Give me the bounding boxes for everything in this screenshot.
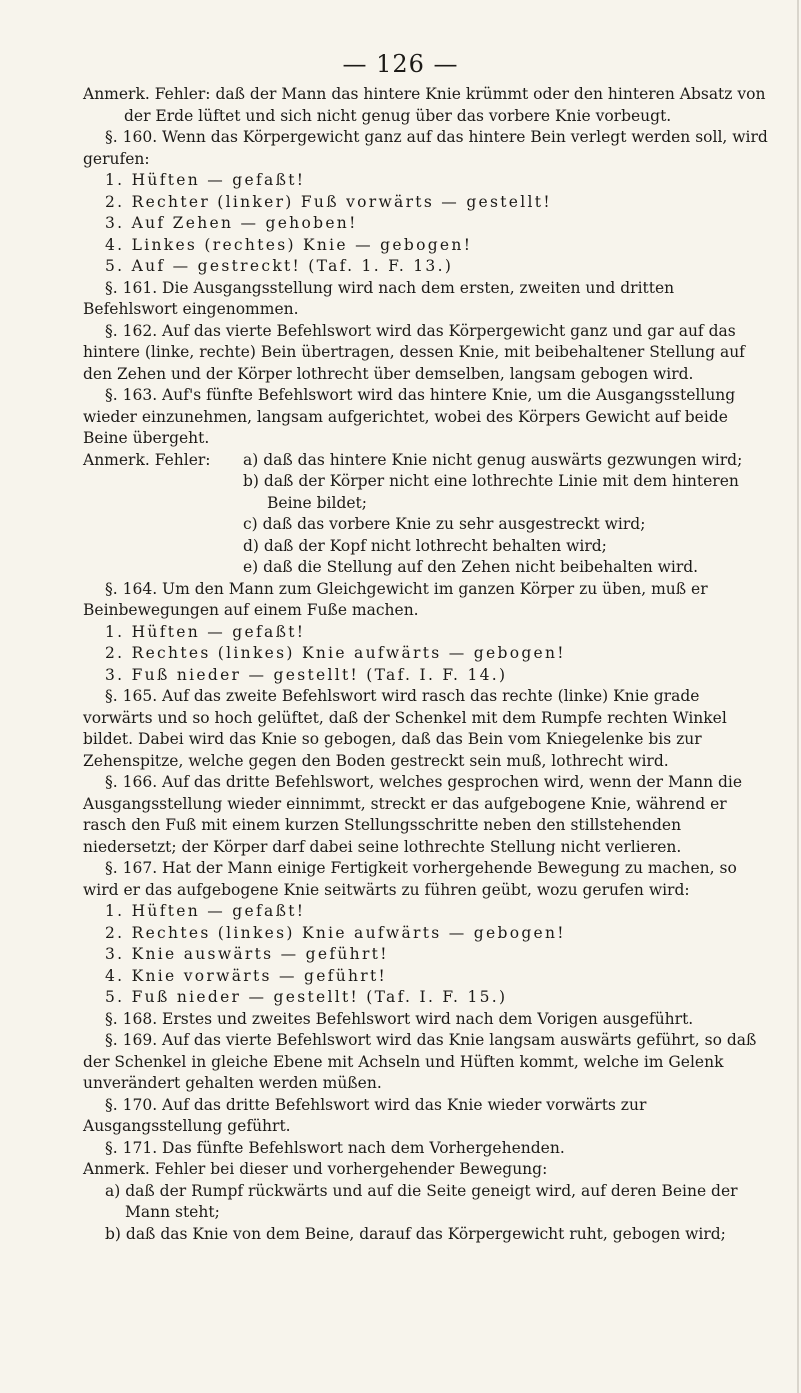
- command-item: 2. Rechter (linker) Fuß vorwärts — gestellt!: [105, 192, 552, 211]
- paragraph: §. 168. Erstes und zweites Befehlswort wird nach dem Vorigen ausgeführt.: [105, 1009, 694, 1028]
- error-item: b) daß der Körper nicht eine lothrechte Linie mit dem hinteren Beine bildet;: [243, 472, 739, 512]
- page-body: [83, 84, 773, 1245]
- error-item: a) daß der Rumpf rückwärts und auf die Seite geneigt wird, auf deren Beine der Mann steht;: [105, 1181, 738, 1221]
- page-edge: [797, 0, 799, 1393]
- paragraph: §. 164. Um den Mann zum Gleichgewicht im ganzen Körper zu üben, muß er Beinbewegungen auf einem Fuße machen.: [83, 579, 708, 619]
- paragraph: §. 171. Das fünfte Befehlswort nach dem Vorhergehenden.: [105, 1138, 565, 1157]
- command-item: 2. Rechtes (linkes) Knie aufwärts — gebogen!: [105, 923, 566, 942]
- error-remark-label: Anmerk. Fehler:: [83, 450, 211, 469]
- paragraph: §. 167. Hat der Mann einige Fertigkeit vorhergehende Bewegung zu machen, so wird er das aufgebogene Knie seitwärts zu führen geübt, wozu gerufen wird:: [83, 859, 737, 899]
- command-item: 5. Auf — gestreckt! (Taf. 1. F. 13.): [105, 257, 454, 275]
- error-item: e) daß die Stellung auf den Zehen nicht beibehalten wird.: [243, 558, 699, 576]
- paragraph: §. 161. Die Ausgangsstellung wird nach dem ersten, zweiten und dritten Befehlswort eingenommen.: [83, 278, 675, 318]
- paragraph: §. 169. Auf das vierte Befehlswort wird das Knie langsam auswärts geführt, so daß der Schenkel in gleiche Ebene mit Achseln und Hüften kommt, welche im Gelenk unverändert gehalten werden müßen.: [83, 1031, 757, 1092]
- command-item: 1. Hüften — gefaßt!: [105, 171, 306, 189]
- error-list: [243, 450, 773, 579]
- command-item: 3. Fuß nieder — gestellt! (Taf. I. F. 14.): [105, 665, 508, 684]
- error-item: a) daß das hintere Knie nicht genug auswärts gezwungen wird;: [243, 450, 743, 469]
- page-number: — 126 —: [342, 50, 459, 78]
- command-item: 4. Linkes (rechtes) Knie — gebogen!: [105, 235, 473, 254]
- remark: Anmerk. Fehler bei dieser und vorhergehender Bewegung:: [83, 1160, 548, 1178]
- paragraph: §. 160. Wenn das Körpergewicht ganz auf das hintere Bein verlegt werden soll, wird gerufen:: [83, 128, 768, 168]
- paragraph: §. 170. Auf das dritte Befehlswort wird das Knie wieder vorwärts zur Ausgangsstellung geführt.: [83, 1095, 647, 1135]
- command-list: [105, 901, 773, 1009]
- paragraph: §. 165. Auf das zweite Befehlswort wird rasch das rechte (linke) Knie grade vorwärts und so hoch gelüftet, daß der Schenkel mit dem Rumpfe rechten Winkel bildet. Dabei wird das Knie so gebogen, daß das Bein vom Kniegelenke bis zur Zehenspitze, welche gegen den Boden gestreckt sein muß, lothrecht wird.: [83, 687, 727, 770]
- paragraph: §. 162. Auf das vierte Befehlswort wird das Körpergewicht ganz und gar auf das hintere (linke, rechte) Bein übertragen, dessen Knie, mit beibehaltener Stellung auf den Zehen und der Körper lothrecht über demselben, langsam gebogen wird.: [83, 321, 745, 383]
- command-item: 1. Hüften — gefaßt!: [105, 902, 306, 920]
- command-list: [105, 170, 773, 278]
- error-item: b) daß das Knie von dem Beine, darauf das Körpergewicht ruht, gebogen wird;: [105, 1224, 726, 1243]
- error-list: [105, 1181, 773, 1246]
- command-item: 3. Knie auswärts — geführt!: [105, 945, 389, 963]
- command-item: 4. Knie vorwärts — geführt!: [105, 966, 388, 985]
- command-item: 5. Fuß nieder — gestellt! (Taf. I. F. 15.): [105, 988, 508, 1006]
- error-item: c) daß das vorbere Knie zu sehr ausgestreckt wird;: [243, 515, 646, 533]
- error-remark: [83, 450, 773, 579]
- command-item: 2. Rechtes (linkes) Knie aufwärts — gebogen!: [105, 644, 566, 662]
- command-list: [105, 622, 773, 687]
- paragraph: §. 166. Auf das dritte Befehlswort, welches gesprochen wird, wenn der Mann die Ausgangsstellung wieder einnimmt, streckt er das aufgebogene Knie, während er rasch den Fuß mit einem kurzen Stellungsschritte neben den stillstehenden niedersetzt; der Körper darf dabei seine lothrechte Stellung nicht verlieren.: [83, 773, 743, 856]
- error-item: d) daß der Kopf nicht lothrecht behalten wird;: [243, 536, 607, 555]
- command-item: 3. Auf Zehen — gehoben!: [105, 214, 358, 232]
- paragraph: §. 163. Auf's fünfte Befehlswort wird das hintere Knie, um die Ausgangsstellung wieder einzunehmen, langsam aufgerichtet, wobei des Körpers Gewicht auf beide Beine übergeht.: [83, 386, 736, 447]
- command-item: 1. Hüften — gefaßt!: [105, 622, 306, 641]
- remark: Anmerk. Fehler: daß der Mann das hintere Knie krümmt oder den hinteren Absatz von der Erde lüftet und sich nicht genug über das vorbere Knie vorbeugt.: [83, 85, 766, 125]
